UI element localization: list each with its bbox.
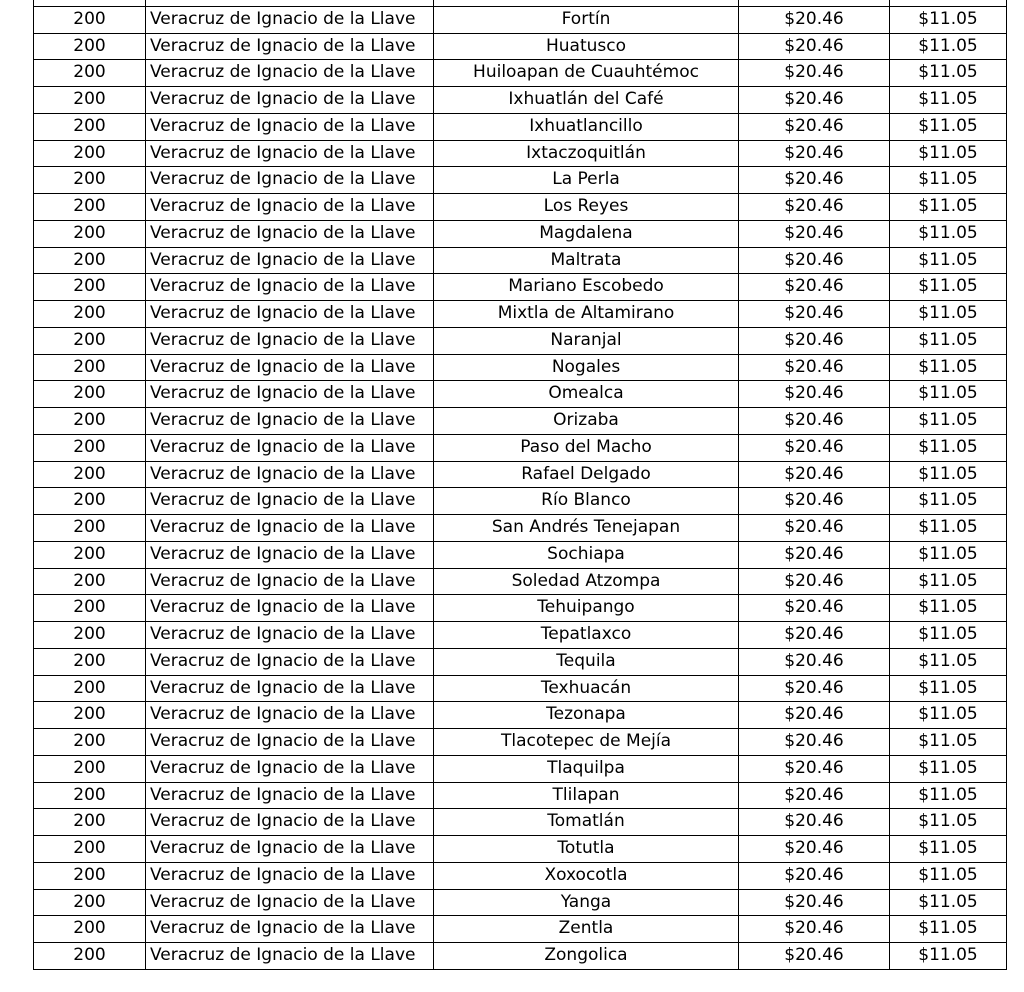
cell-price-2: $11.05 <box>890 541 1007 568</box>
table-row <box>34 87 1007 114</box>
cell-code: 200 <box>34 354 146 381</box>
cell-price-2: $11.05 <box>890 274 1007 301</box>
table-row <box>34 836 1007 863</box>
cell-price-1: $20.46 <box>739 461 890 488</box>
price-table <box>33 0 1007 970</box>
cell-code: 200 <box>34 889 146 916</box>
cell-state: Veracruz de Ignacio de la Llave <box>146 515 434 542</box>
cell-price-2: $11.05 <box>890 675 1007 702</box>
table-row <box>34 354 1007 381</box>
cell-code: 200 <box>34 87 146 114</box>
cell-price-1: $20.46 <box>739 675 890 702</box>
cell-state: Veracruz de Ignacio de la Llave <box>146 836 434 863</box>
cell-state: Veracruz de Ignacio de la Llave <box>146 113 434 140</box>
cell-price-1: $20.46 <box>739 247 890 274</box>
cell-code: 200 <box>34 943 146 970</box>
cell-price-1: $20.46 <box>739 916 890 943</box>
cell-price-2: $11.05 <box>890 381 1007 408</box>
cell-state: Veracruz de Ignacio de la Llave <box>146 87 434 114</box>
cell-state: Veracruz de Ignacio de la Llave <box>146 194 434 221</box>
cell-price-2: $11.05 <box>890 6 1007 33</box>
cell-code: 200 <box>34 220 146 247</box>
table-row <box>34 541 1007 568</box>
cell-state: Veracruz de Ignacio de la Llave <box>146 33 434 60</box>
cell-code: 200 <box>34 515 146 542</box>
cell-state: Veracruz de Ignacio de la Llave <box>146 274 434 301</box>
cell-state: Veracruz de Ignacio de la Llave <box>146 354 434 381</box>
cell-price-1: $20.46 <box>739 354 890 381</box>
cell-state: Veracruz de Ignacio de la Llave <box>146 809 434 836</box>
cell-price-1: $20.46 <box>739 568 890 595</box>
cell-municipality: Yanga <box>434 889 739 916</box>
cell-municipality: Nogales <box>434 354 739 381</box>
cell-code: 200 <box>34 836 146 863</box>
cell-price-1: $20.46 <box>739 408 890 435</box>
cell-price-1: $20.46 <box>739 943 890 970</box>
cell-municipality: Totutla <box>434 836 739 863</box>
cell-municipality: Mixtla de Altamirano <box>434 301 739 328</box>
table-row <box>34 702 1007 729</box>
cell-price-1: $20.46 <box>739 541 890 568</box>
cell-price-2: $11.05 <box>890 809 1007 836</box>
cell-price-1: $20.46 <box>739 729 890 756</box>
cell-state: Veracruz de Ignacio de la Llave <box>146 729 434 756</box>
table-row <box>34 809 1007 836</box>
cell-price-1: $20.46 <box>739 434 890 461</box>
table-row <box>34 60 1007 87</box>
cell-municipality: Paso del Macho <box>434 434 739 461</box>
cell-municipality: Ixhuatlancillo <box>434 113 739 140</box>
cell-municipality: Omealca <box>434 381 739 408</box>
cell-price-2: $11.05 <box>890 354 1007 381</box>
cell-price-1: $20.46 <box>739 515 890 542</box>
cell-code: 200 <box>34 568 146 595</box>
cell-state: Veracruz de Ignacio de la Llave <box>146 568 434 595</box>
cell-code: 200 <box>34 622 146 649</box>
cell-state: Veracruz de Ignacio de la Llave <box>146 247 434 274</box>
table-row <box>34 140 1007 167</box>
table-row <box>34 595 1007 622</box>
cell-state: Veracruz de Ignacio de la Llave <box>146 301 434 328</box>
cell-municipality: Soledad Atzompa <box>434 568 739 595</box>
table-row <box>34 943 1007 970</box>
cell-municipality: Tehuipango <box>434 595 739 622</box>
cell-state: Veracruz de Ignacio de la Llave <box>146 755 434 782</box>
cell-code: 200 <box>34 702 146 729</box>
cell-price-2: $11.05 <box>890 568 1007 595</box>
cell-code: 200 <box>34 274 146 301</box>
table-row <box>34 194 1007 221</box>
cell-municipality: Zentla <box>434 916 739 943</box>
cell-code: 200 <box>34 916 146 943</box>
table-row <box>34 327 1007 354</box>
cell-price-1: $20.46 <box>739 782 890 809</box>
cell-municipality: Tlacotepec de Mejía <box>434 729 739 756</box>
cell-price-1: $20.46 <box>739 755 890 782</box>
table-row <box>34 33 1007 60</box>
cell-municipality: Huiloapan de Cuauhtémoc <box>434 60 739 87</box>
cell-municipality: Maltrata <box>434 247 739 274</box>
table-row <box>34 862 1007 889</box>
cell-price-2: $11.05 <box>890 729 1007 756</box>
cell-price-1: $20.46 <box>739 60 890 87</box>
cell-price-1: $20.46 <box>739 274 890 301</box>
cell-price-1: $20.46 <box>739 140 890 167</box>
cell-code: 200 <box>34 729 146 756</box>
cell-code: 200 <box>34 381 146 408</box>
cell-price-2: $11.05 <box>890 408 1007 435</box>
table-row <box>34 782 1007 809</box>
cell-price-1: $20.46 <box>739 889 890 916</box>
table-row <box>34 301 1007 328</box>
cell-price-2: $11.05 <box>890 167 1007 194</box>
cell-price-2: $11.05 <box>890 755 1007 782</box>
cell-price-2: $11.05 <box>890 247 1007 274</box>
cell-price-2: $11.05 <box>890 515 1007 542</box>
cell-municipality: Sochiapa <box>434 541 739 568</box>
table-row <box>34 568 1007 595</box>
cell-code: 200 <box>34 6 146 33</box>
cell-code: 200 <box>34 675 146 702</box>
cell-price-2: $11.05 <box>890 140 1007 167</box>
table-row <box>34 755 1007 782</box>
cell-municipality: Ixhuatlán del Café <box>434 87 739 114</box>
cell-code: 200 <box>34 408 146 435</box>
cell-code: 200 <box>34 327 146 354</box>
cell-price-2: $11.05 <box>890 301 1007 328</box>
cell-price-1: $20.46 <box>739 595 890 622</box>
cell-state: Veracruz de Ignacio de la Llave <box>146 167 434 194</box>
cell-price-2: $11.05 <box>890 943 1007 970</box>
cell-state: Veracruz de Ignacio de la Llave <box>146 140 434 167</box>
cell-state: Veracruz de Ignacio de la Llave <box>146 434 434 461</box>
cell-price-1: $20.46 <box>739 194 890 221</box>
cell-municipality: Tlilapan <box>434 782 739 809</box>
cell-code: 200 <box>34 862 146 889</box>
cell-price-2: $11.05 <box>890 889 1007 916</box>
cell-price-1: $20.46 <box>739 167 890 194</box>
cell-state: Veracruz de Ignacio de la Llave <box>146 862 434 889</box>
cell-municipality: Ixtaczoquitlán <box>434 140 739 167</box>
cell-price-2: $11.05 <box>890 862 1007 889</box>
table-row <box>34 622 1007 649</box>
cell-price-1: $20.46 <box>739 220 890 247</box>
cell-price-1: $20.46 <box>739 836 890 863</box>
cell-code: 200 <box>34 247 146 274</box>
cell-municipality: Tomatlán <box>434 809 739 836</box>
table-row <box>34 274 1007 301</box>
cell-price-2: $11.05 <box>890 194 1007 221</box>
cell-code: 200 <box>34 60 146 87</box>
cell-code: 200 <box>34 301 146 328</box>
cell-state: Veracruz de Ignacio de la Llave <box>146 408 434 435</box>
cell-state: Veracruz de Ignacio de la Llave <box>146 943 434 970</box>
price-table-sheet <box>33 0 1007 970</box>
cell-price-2: $11.05 <box>890 782 1007 809</box>
cell-state: Veracruz de Ignacio de la Llave <box>146 541 434 568</box>
cell-price-2: $11.05 <box>890 702 1007 729</box>
cell-price-2: $11.05 <box>890 33 1007 60</box>
cell-price-2: $11.05 <box>890 622 1007 649</box>
cell-municipality: Xoxocotla <box>434 862 739 889</box>
cell-municipality: Tepatlaxco <box>434 622 739 649</box>
cell-code: 200 <box>34 809 146 836</box>
cell-price-1: $20.46 <box>739 809 890 836</box>
cell-price-1: $20.46 <box>739 87 890 114</box>
cell-price-2: $11.05 <box>890 648 1007 675</box>
cell-code: 200 <box>34 782 146 809</box>
table-row <box>34 515 1007 542</box>
table-row <box>34 675 1007 702</box>
cell-price-1: $20.46 <box>739 33 890 60</box>
cell-code: 200 <box>34 541 146 568</box>
cell-state: Veracruz de Ignacio de la Llave <box>146 702 434 729</box>
cell-municipality: Los Reyes <box>434 194 739 221</box>
cell-municipality: Tezonapa <box>434 702 739 729</box>
cell-state: Veracruz de Ignacio de la Llave <box>146 60 434 87</box>
cell-state: Veracruz de Ignacio de la Llave <box>146 889 434 916</box>
cell-municipality: Tlaquilpa <box>434 755 739 782</box>
table-row <box>34 220 1007 247</box>
cell-municipality: La Perla <box>434 167 739 194</box>
cell-price-1: $20.46 <box>739 488 890 515</box>
table-row <box>34 6 1007 33</box>
cell-price-1: $20.46 <box>739 301 890 328</box>
cell-state: Veracruz de Ignacio de la Llave <box>146 6 434 33</box>
cell-municipality: Fortín <box>434 6 739 33</box>
table-row <box>34 381 1007 408</box>
cell-state: Veracruz de Ignacio de la Llave <box>146 782 434 809</box>
cell-price-1: $20.46 <box>739 381 890 408</box>
table-row <box>34 113 1007 140</box>
cell-state: Veracruz de Ignacio de la Llave <box>146 675 434 702</box>
cell-state: Veracruz de Ignacio de la Llave <box>146 327 434 354</box>
table-row <box>34 488 1007 515</box>
cell-price-2: $11.05 <box>890 60 1007 87</box>
cell-code: 200 <box>34 488 146 515</box>
cell-price-1: $20.46 <box>739 862 890 889</box>
table-row <box>34 916 1007 943</box>
cell-code: 200 <box>34 113 146 140</box>
cell-price-2: $11.05 <box>890 488 1007 515</box>
cell-municipality: Rafael Delgado <box>434 461 739 488</box>
table-row <box>34 648 1007 675</box>
cell-code: 200 <box>34 33 146 60</box>
cell-price-1: $20.46 <box>739 622 890 649</box>
cell-code: 200 <box>34 140 146 167</box>
table-body <box>34 0 1007 969</box>
cell-price-2: $11.05 <box>890 595 1007 622</box>
cell-price-2: $11.05 <box>890 220 1007 247</box>
cell-price-2: $11.05 <box>890 327 1007 354</box>
cell-price-2: $11.05 <box>890 434 1007 461</box>
cell-municipality: Huatusco <box>434 33 739 60</box>
cell-state: Veracruz de Ignacio de la Llave <box>146 220 434 247</box>
cell-state: Veracruz de Ignacio de la Llave <box>146 595 434 622</box>
cell-code: 200 <box>34 167 146 194</box>
cell-price-1: $20.46 <box>739 6 890 33</box>
cell-state: Veracruz de Ignacio de la Llave <box>146 488 434 515</box>
cell-state: Veracruz de Ignacio de la Llave <box>146 648 434 675</box>
cell-code: 200 <box>34 194 146 221</box>
table-row <box>34 408 1007 435</box>
cell-municipality: Río Blanco <box>434 488 739 515</box>
cell-price-1: $20.46 <box>739 648 890 675</box>
cell-price-2: $11.05 <box>890 113 1007 140</box>
table-row <box>34 167 1007 194</box>
cell-code: 200 <box>34 648 146 675</box>
cell-municipality: Tequila <box>434 648 739 675</box>
cell-price-1: $20.46 <box>739 702 890 729</box>
table-row <box>34 461 1007 488</box>
cell-state: Veracruz de Ignacio de la Llave <box>146 622 434 649</box>
cell-state: Veracruz de Ignacio de la Llave <box>146 916 434 943</box>
cell-price-1: $20.46 <box>739 327 890 354</box>
cell-price-2: $11.05 <box>890 87 1007 114</box>
cell-code: 200 <box>34 755 146 782</box>
cell-municipality: Orizaba <box>434 408 739 435</box>
cell-price-2: $11.05 <box>890 916 1007 943</box>
cell-code: 200 <box>34 434 146 461</box>
cell-code: 200 <box>34 595 146 622</box>
cell-municipality: Zongolica <box>434 943 739 970</box>
table-row <box>34 434 1007 461</box>
cell-municipality: Magdalena <box>434 220 739 247</box>
cell-price-2: $11.05 <box>890 836 1007 863</box>
cell-state: Veracruz de Ignacio de la Llave <box>146 381 434 408</box>
table-row <box>34 889 1007 916</box>
cell-municipality: Texhuacán <box>434 675 739 702</box>
cell-price-2: $11.05 <box>890 461 1007 488</box>
cell-state: Veracruz de Ignacio de la Llave <box>146 461 434 488</box>
cell-municipality: Mariano Escobedo <box>434 274 739 301</box>
cell-municipality: San Andrés Tenejapan <box>434 515 739 542</box>
table-row <box>34 247 1007 274</box>
cell-price-1: $20.46 <box>739 113 890 140</box>
cell-code: 200 <box>34 461 146 488</box>
cell-municipality: Naranjal <box>434 327 739 354</box>
table-row <box>34 729 1007 756</box>
